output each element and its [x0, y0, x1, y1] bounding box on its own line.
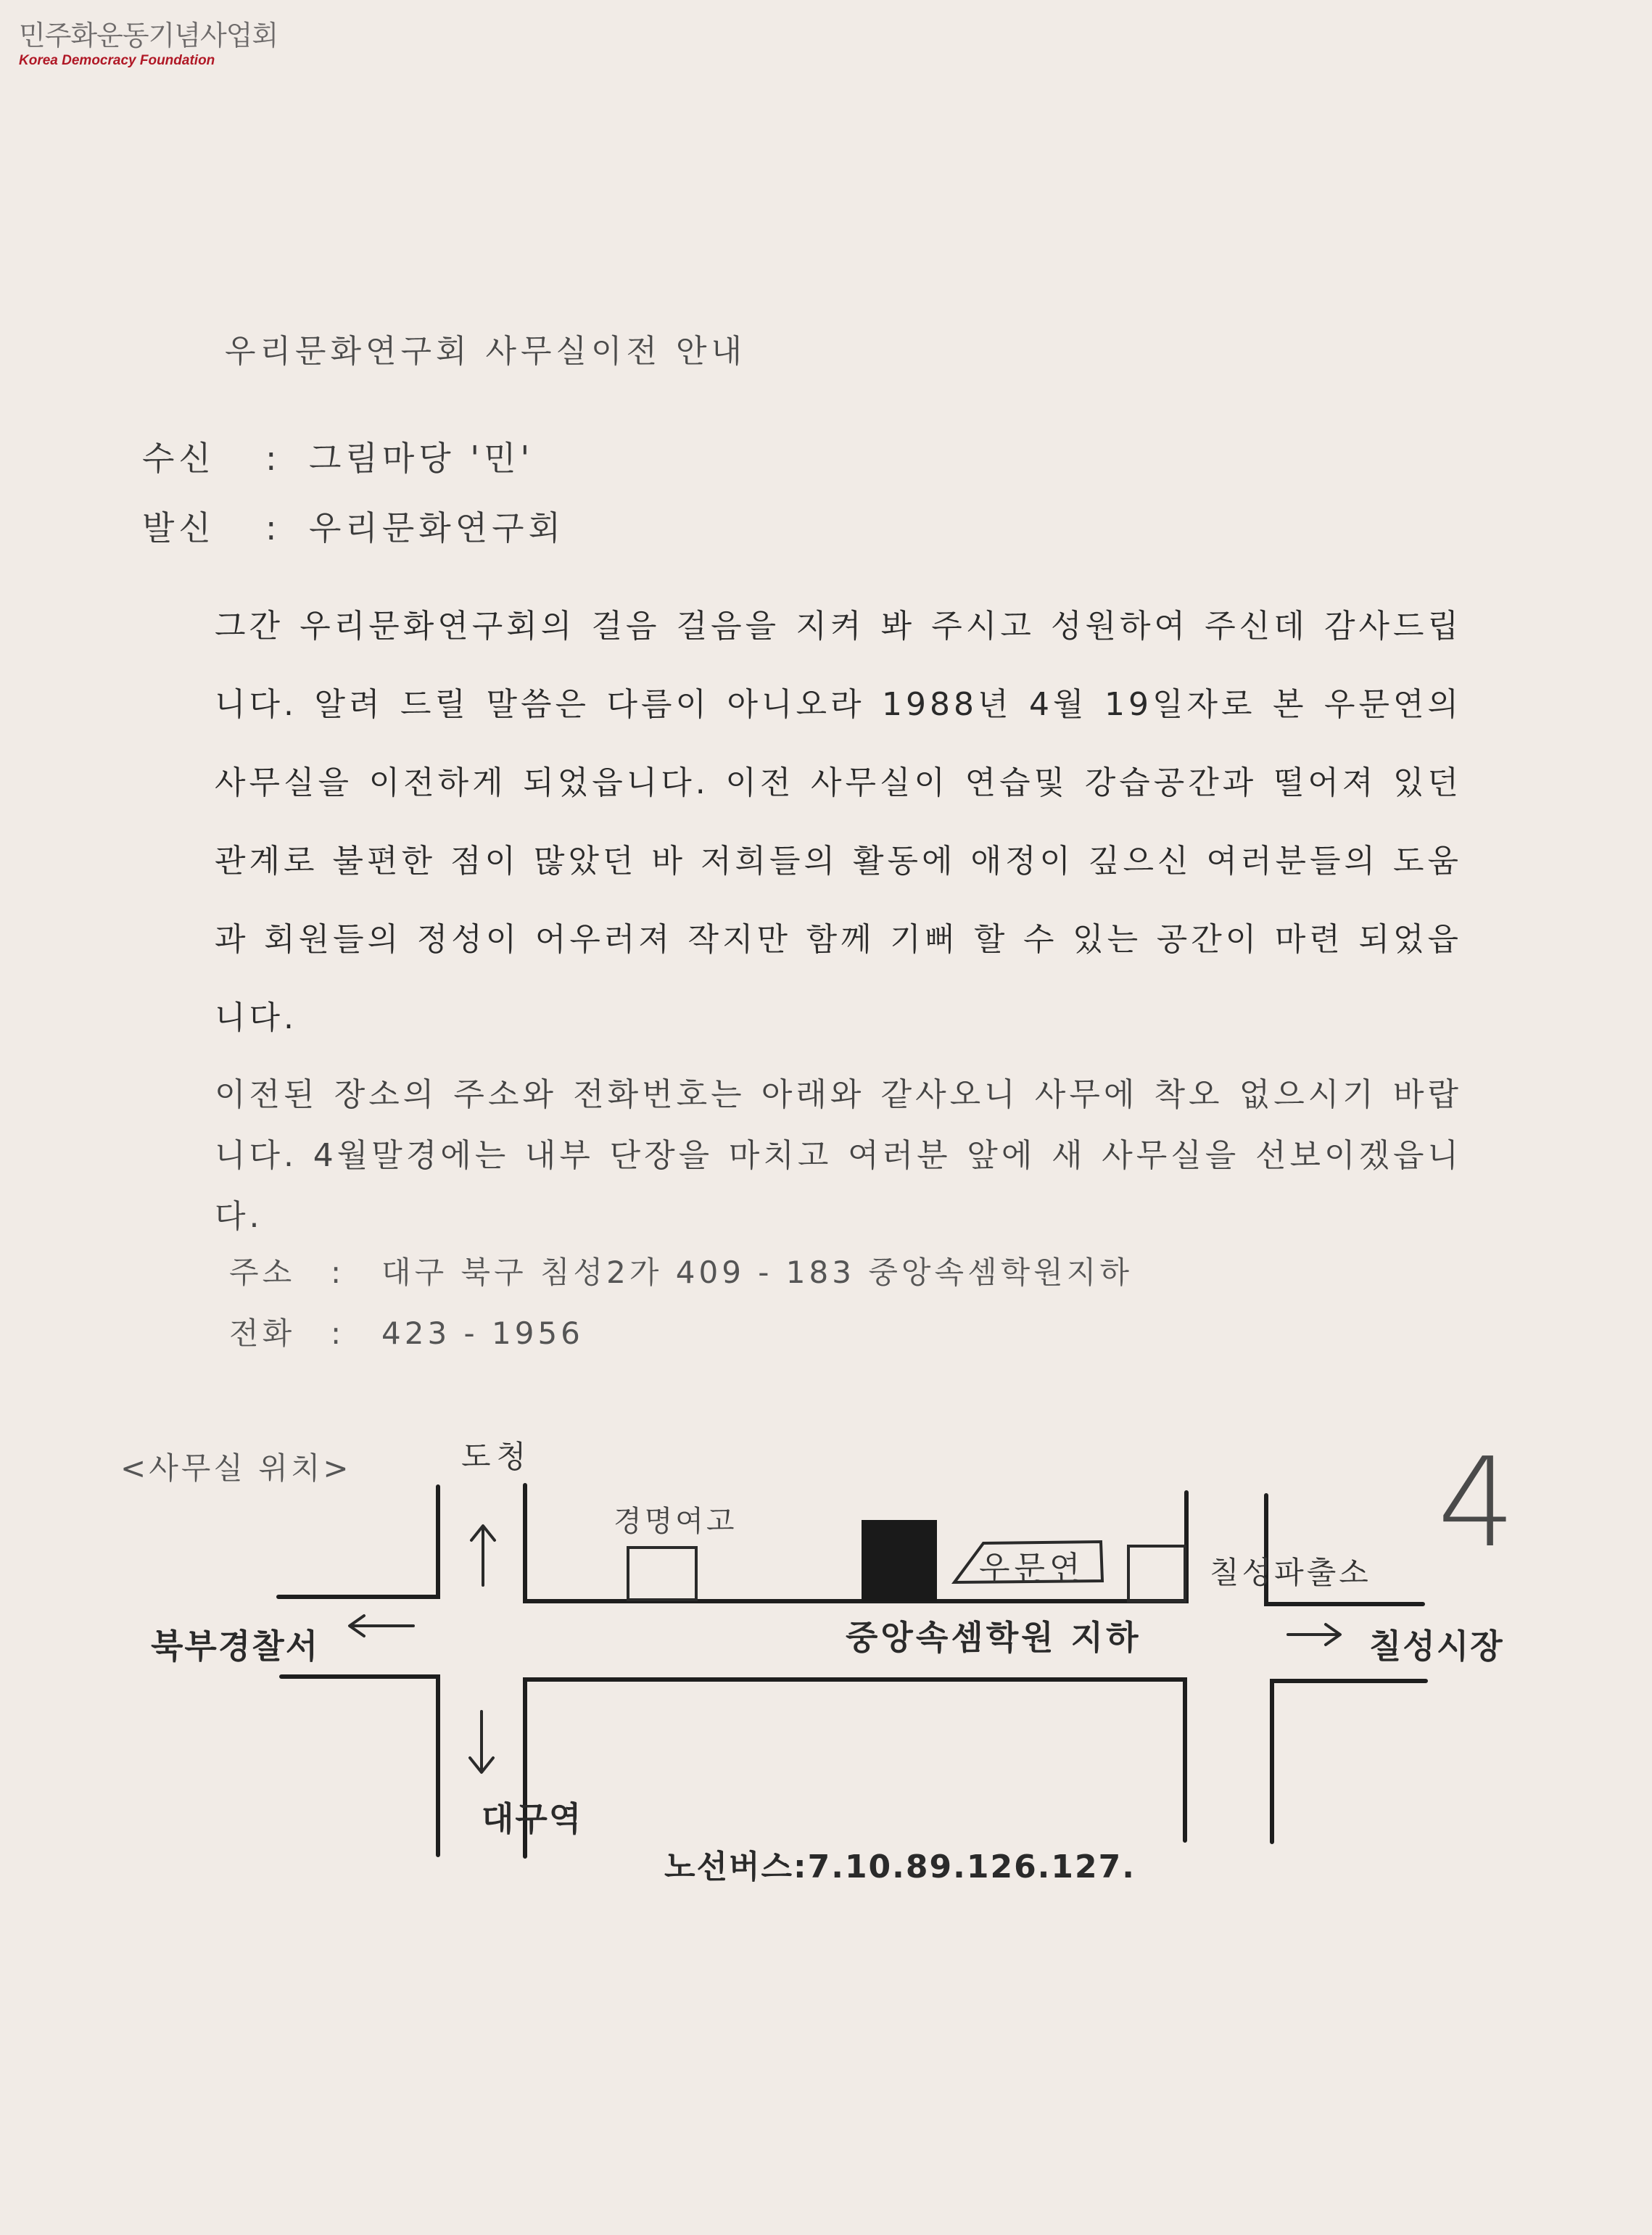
- phone-separator: :: [331, 1315, 345, 1351]
- map-section-label: <사무실 위치>: [120, 1450, 352, 1486]
- recipient-label: 수신: [142, 439, 215, 478]
- phone-value: 423 - 1956: [381, 1315, 584, 1351]
- sender-separator: :: [265, 508, 281, 548]
- map-bus-label: 노선버스:7.10.89.126.127.: [664, 1848, 1136, 1885]
- watermark-english: Korea Democracy Foundation: [19, 53, 215, 68]
- map-east-label: 칠성시장: [1369, 1627, 1504, 1666]
- sender-value: 우리문화연구회: [309, 508, 566, 548]
- document-title: 우리문화연구회 사무실이전 안내: [225, 333, 747, 370]
- recipient-separator: :: [265, 439, 281, 478]
- recipient-value: 그림마당 '민': [309, 439, 534, 478]
- address-separator: :: [331, 1255, 345, 1290]
- map-south-label: 대구역: [482, 1799, 583, 1838]
- police-box-building: [1128, 1546, 1185, 1601]
- map-north-label: 도청: [461, 1439, 532, 1474]
- map-building-label: 중앙속셈학원 지하: [846, 1618, 1141, 1657]
- road-edge-top-left: [278, 1487, 438, 1597]
- arrow-down-icon: [470, 1711, 493, 1772]
- map-west-label: 북부경찰서: [151, 1627, 320, 1666]
- road-edge-bottom-left: [281, 1677, 438, 1855]
- school-building: [628, 1548, 696, 1600]
- arrow-left-icon: [350, 1616, 413, 1636]
- paragraph-gratitude: 그간 우리문화연구회의 걸음 걸음을 지켜 봐 주시고 성원하여 주신데 감사드립니다. 알려 드릴 말씀은 다름이 아니오라 1988년 4월 19일자로 본 우문연의 사무실을 이전하게 되었읍니다. 이전 사무실이 연습및 강습공간과 떨어져 있던 관계로 불편한 점이 많았던 바 저희들의 활동에 애정이 깊으신 여러분들의 도움과 회원들의 정성이 어우러져 작지만 함께 기뻐 할 수 있는 공간이 마련 되었읍니다.: [215, 608, 1462, 1036]
- map-office-label: 우문연: [979, 1550, 1085, 1587]
- academy-building: [862, 1520, 937, 1601]
- road-edge-bottom-middle: [525, 1680, 1185, 1856]
- address-label: 주소: [229, 1255, 296, 1290]
- watermark-korean: 민주화운동기념사업회: [19, 20, 278, 51]
- address-value: 대구 북구 침성2가 409 - 183 중앙속셈학원지하: [381, 1255, 1133, 1290]
- page-number: 4: [1437, 1432, 1516, 1575]
- arrow-right-icon: [1288, 1624, 1340, 1645]
- map-police-box-label: 칠성파출소: [1210, 1555, 1371, 1590]
- phone-label: 전화: [229, 1315, 296, 1351]
- sender-label: 발신: [142, 508, 215, 548]
- map-school-label: 경명여고: [614, 1505, 738, 1538]
- road-edge-bottom-right: [1272, 1681, 1426, 1842]
- paragraph-address-notice: 이전된 장소의 주소와 전화번호는 아래와 같사오니 사무에 착오 없으시기 바랍니다. 4월말경에는 내부 단장을 마치고 여러분 앞에 새 사무실을 선보이겠읍니다.: [215, 1076, 1462, 1235]
- arrow-up-icon: [471, 1526, 495, 1585]
